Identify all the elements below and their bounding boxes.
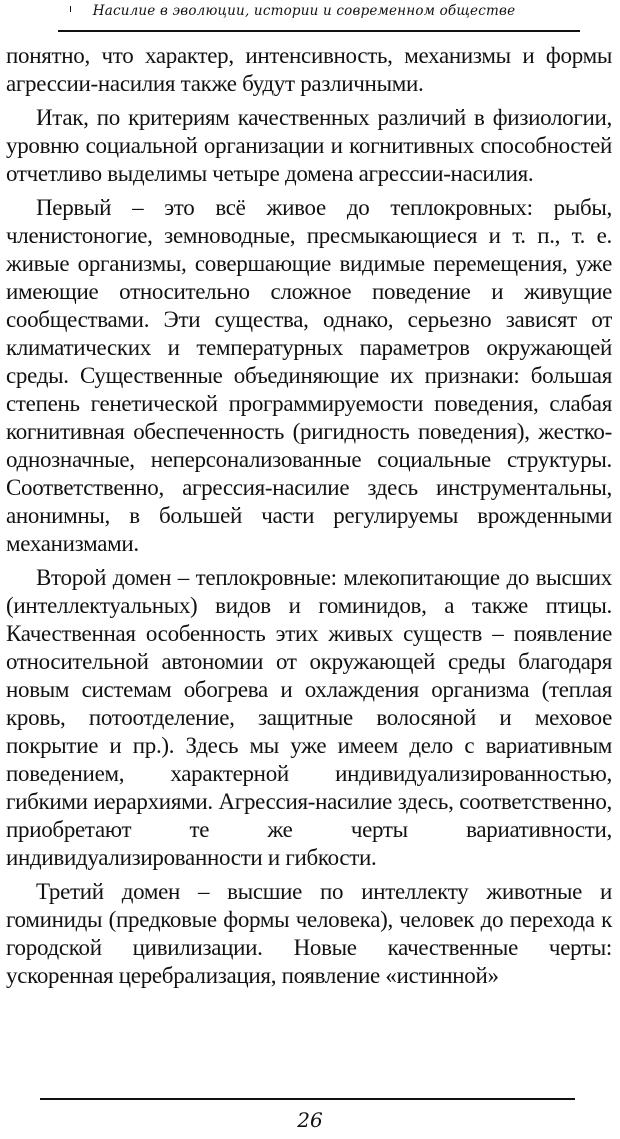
body-text [6,42,612,996]
paragraph-second-domain: Второй домен – теплокровные: млекопитающие до высших (интеллектуальных) видов и гоминидов, а также птицы. Качественная особенность этих живых существ – появление относительной автономии от окружающей среды благодаря новым системам обогрева и охлаждения организма (теплая кровь, потоотделение, защитные волосяной и меховое покрытие и пр.). Здесь мы уже имеем дело с вариативным поведением, характерной индивидуализированностью, гибкими иерархиями. Агрессия-насилие здесь, соответственно, приобретают те же черты вариативности, индивидуализированности и гибкости. [6,565,612,870]
paragraph-third-domain: Третий домен – высшие по интеллекту животные и гоминиды (предковые формы человека), человек до перехода к городской цивилизации. Новые качественные черты: ускоренная церебрализация, появление «истинной» [6,879,612,988]
paragraph-domains-intro: Итак, по критериям качественных различий в физиологии, уровню социальной организации и когнитивных способностей отчетливо выделимы четыре домена агрессии-насилия. [6,105,612,186]
paragraph-first-domain: Первый – это всё живое до теплокровных: рыбы, членистоногие, земноводные, пресмыкающиеся и т. п., т. е. живые организмы, совершающие видимые перемещения, уже имеющие относительно сложное поведение и живущие сообществами. Эти существа, однако, серьезно зависят от климатических и температурных параметров окружающей среды. Существенные объединяющие их признаки: большая степень генетической программируемости поведения, слабая когнитивная обеспеченность (ригидность поведения), жестко-однозначные, неперсонализованные социальные структуры. Соответственно, агрессия-насилие здесь инструментальны, анонимны, в большей части регулируемы врожденными механизмами. [6,195,612,556]
header-rule [58,30,580,32]
paragraph-continuation: понятно, что характер, интенсивность, механизмы и формы агрессии-насилия также будут различными. [6,43,612,96]
page-number: 26 [297,1108,323,1132]
running-header: Насилие в эволюции, истории и современном обществе [92,3,516,19]
footer-rule [40,1098,575,1100]
